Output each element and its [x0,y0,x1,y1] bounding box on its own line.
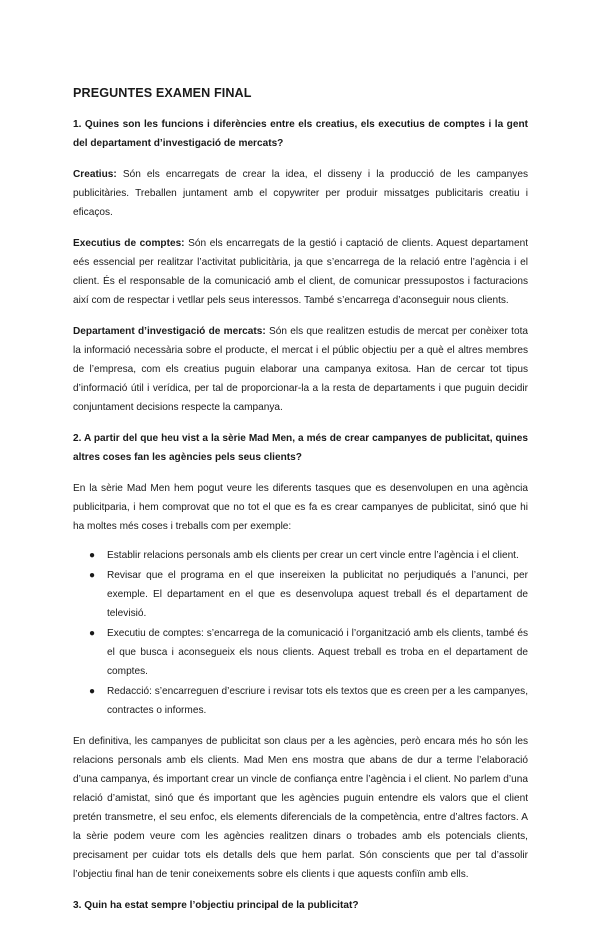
executius-label: Executius de comptes: [73,238,185,249]
list-item-text: Executiu de comptes: s’encarrega de la comunicació i l’organització amb els clients, també és el que busca i aconsegueix els nous clients. Aquest treball es troba en el departament de comptes. [107,628,528,677]
paragraph-executius [73,234,528,310]
list-item-text: Redacció: s’encarreguen d’escriure i revisar tots els textos que es creen per a les campanyes, contractes o informes. [107,686,528,716]
list-item [73,566,528,623]
creatius-label: Creatius: [73,169,117,180]
bullet-icon: ● [89,570,96,581]
bullet-icon: ● [89,550,96,561]
list-item-text: Establir relacions personals amb els clients per crear un cert vincle entre l’agència i el client. [107,550,519,561]
document-page [73,86,528,927]
list-item-text: Revisar que el programa en el que insereixen la publicitat no perjudiqués a l’anunci, per exemple. El departament en el que es desenvolupa aquest treball és el departament de televisió. [107,570,528,619]
creatius-text: Són els encarregats de crear la idea, el disseny i la producció de les campanyes publicitàries. Treballen juntament amb el copywriter per produir missatges publicitaris creatiu i eficaços. [73,169,528,218]
departament-text: Són els que realitzen estudis de mercat per conèixer tota la informació necessària sobre el producte, el mercat i el públic objectiu per a què el altres membres de l’empresa, com els creatius puguin elaborar una campanya exitosa. Han de cercar tot tipus d’informació útil i verídica, per tal de proporcionar-la a la resta de departaments i que puguin decidir conjuntament decisions respecte la campanya. [73,326,528,413]
page-title: PREGUNTES EXAMEN FINAL [73,86,252,100]
paragraph-q2-conclusion: En definitiva, les campanyes de publicitat son claus per a les agències, però encara més ho són les relacions personals amb els clients. Mad Men ens mostra que abans de dur a terme l’elaboració d’una campanya, és important crear un vincle de confiança entre l’agència i el client. No parlem d’una relació d’amistat, sinó que és important que les agències puguin entendre els valors que el client pretén transmetre, el seu enfoc, els elements diferencials de la competència, entre d’altres factors. A la sèrie podem veure com les agències realitzen dinars o trobades amb els potencials clients, precisament per cuidar tots els detalls dels que hem parlat. Són conscients que per tal d’assolir l’objectiu final han de tenir coneixements sobre els clients i que aquests confiïn amb ells. [73,736,528,880]
paragraph-q2-intro: En la sèrie Mad Men hem pogut veure les diferents tasques que es desenvolupen en una agència publicitparia, i hem comprovat que no tot el que es fa es crear campanyes de publicitat, sinó que hi ha moltes més coses i treballs com per exemple: [73,483,528,532]
list-item [73,624,528,681]
bullet-icon: ● [89,628,96,639]
executius-text: Són els encarregats de la gestió i captació de clients. Aquest departament eés essencial per realitzar l’activitat publicitària, ja que s’encarrega de la relació entre l’agència i el client. És el responsable de la comunicació amb el client, de comunicar pressupostos i facturacions així com de respectar i vetllar pels seus interessos. També s’encarrega d’aconseguir nous clients. [73,238,528,306]
list-item [73,546,528,565]
departament-label: Departament d’investigació de mercats: [73,326,266,337]
bullet-list [73,546,528,720]
question-3: 3. Quin ha estat sempre l’objectiu principal de la publicitat? [73,900,359,911]
list-item [73,682,528,720]
paragraph-creatius [73,165,528,222]
bullet-icon: ● [89,686,96,697]
paragraph-departament [73,322,528,417]
question-2: 2. A partir del que heu vist a la sèrie Mad Men, a més de crear campanyes de publicitat, quines altres coses fan les agències pels seus clients? [73,433,528,463]
question-1: 1. Quines son les funcions i diferències entre els creatius, els executius de comptes i la gent del departament d’investigació de mercats? [73,119,528,149]
